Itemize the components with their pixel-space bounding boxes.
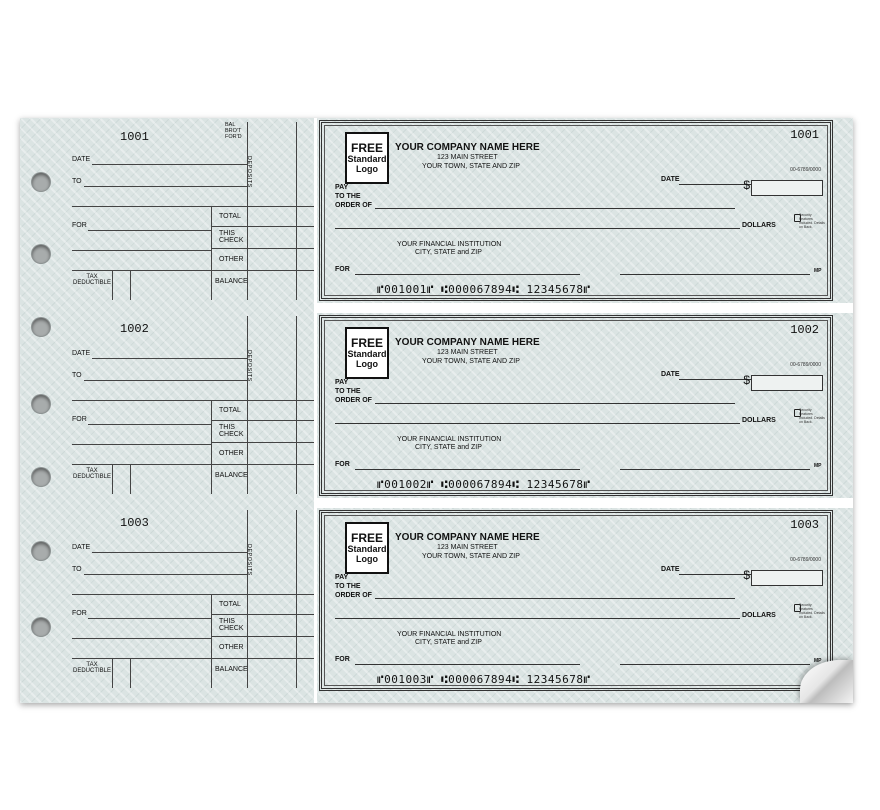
stub-line [72,250,211,251]
check-stub [20,312,314,506]
security-note: Security Features Included. Details on Back. [799,213,825,229]
dollars-label: DOLLARS [742,417,776,424]
written-amount-line [335,423,740,424]
stub-this-check-label: THIS CHECK [219,618,244,632]
stub-to-line [84,380,247,381]
date-label: DATE [661,371,680,378]
stub-balance-label: BALANCE [215,666,248,673]
stub-to-line [84,574,247,575]
check-number: 1001 [790,128,819,142]
logo-placeholder [345,522,389,574]
logo-placeholder [345,132,389,184]
stub-line [247,400,314,401]
payee-line [375,208,735,209]
security-note: Security Features Included. Details on Back. [799,408,825,424]
stub-date-label: DATE [72,350,91,357]
check-number: 1002 [790,323,819,337]
stub-line [247,594,314,595]
stub-line [72,400,247,401]
memo-label: FOR [335,656,350,663]
memo-label: FOR [335,266,350,273]
stub-bal-brot-fwd: BAL BRO'T FOR'D [225,122,242,140]
amount-box [751,570,823,586]
company-name: YOUR COMPANY NAME HERE [395,142,540,153]
pay-to-the-label: TO THE [335,583,361,590]
stub-to-line [84,186,247,187]
stub-vline [112,270,113,300]
stub-total-label: TOTAL [219,601,241,608]
order-of-label: ORDER OF [335,592,372,599]
stub-tax-label: TAX DEDUCTIBLE [72,662,111,674]
company-street: 123 MAIN STREET [437,349,498,356]
stub-line [72,206,247,207]
stub-tax-label: TAX DEDUCTIBLE [72,468,111,480]
mp-label: MP [814,463,822,469]
date-label: DATE [661,566,680,573]
stub-for-label: FOR [72,416,87,423]
pay-label: PAY [335,379,349,386]
company-city: YOUR TOWN, STATE AND ZIP [422,553,520,560]
stub-date-line [92,164,247,165]
stub-line [211,226,314,227]
stub-to-label: TO [72,372,82,379]
micr-line: ⑈001003⑈ ⑆000067894⑆ 12345678⑈ [377,673,591,686]
stub-line [88,618,211,619]
company-name: YOUR COMPANY NAME HERE [395,532,540,543]
bank-city: CITY, STATE and ZIP [415,249,482,256]
stub-vline [112,464,113,494]
stub-this-check-label: THIS CHECK [219,230,244,244]
dollars-label: DOLLARS [742,612,776,619]
pay-label: PAY [335,184,349,191]
stub-line [211,614,314,615]
payee-line [375,598,735,599]
stub-line [211,636,314,637]
stub-vline [296,316,297,494]
stub-for-label: FOR [72,222,87,229]
perforation [317,498,853,508]
logo-text: Standard Logo [347,544,387,564]
pay-to-the-label: TO THE [335,193,361,200]
stub-line [72,464,314,465]
check [317,118,835,303]
stub-total-label: TOTAL [219,407,241,414]
check-number: 1003 [790,518,819,532]
logo-free-text: FREE [350,531,383,545]
perforation [317,303,853,313]
bank-city: CITY, STATE and ZIP [415,444,482,451]
stub-this-check-label: THIS CHECK [219,424,244,438]
payee-line [375,403,735,404]
signature-line [620,664,810,665]
stub-deposits-label: DEPOSITS [246,156,252,188]
logo-text: Standard Logo [347,154,387,174]
routing-fraction: 00-6789/0000 [790,557,821,563]
written-amount-line [335,228,740,229]
routing-fraction: 00-6789/0000 [790,167,821,173]
stub-vline [247,510,248,688]
company-street: 123 MAIN STREET [437,544,498,551]
stub-vline [247,316,248,494]
stub-deposits-label: DEPOSITS [246,350,252,382]
bank-city: CITY, STATE and ZIP [415,639,482,646]
stub-balance-label: BALANCE [215,472,248,479]
bank-name: YOUR FINANCIAL INSTITUTION [397,241,502,248]
order-of-label: ORDER OF [335,202,372,209]
check-stub [20,506,314,700]
stub-line [211,420,314,421]
stub-balance-label: BALANCE [215,278,248,285]
micr-line: ⑈001001⑈ ⑆000067894⑆ 12345678⑈ [377,283,591,296]
stub-line [72,594,247,595]
stub-line [72,638,211,639]
stub-vline [130,464,131,494]
stub-to-label: TO [72,566,82,573]
company-street: 123 MAIN STREET [437,154,498,161]
pay-to-the-label: TO THE [335,388,361,395]
stub-line [88,424,211,425]
dollar-sign: $ [743,178,750,192]
stub-vline [296,510,297,688]
pay-label: PAY [335,574,349,581]
memo-line [355,274,580,275]
bank-name: YOUR FINANCIAL INSTITUTION [397,436,502,443]
micr-line: ⑈001002⑈ ⑆000067894⑆ 12345678⑈ [377,478,591,491]
written-amount-line [335,618,740,619]
stub-vline [211,594,212,688]
stub-vline [296,122,297,300]
stub-deposits-label: DEPOSITS [246,544,252,576]
check-stub [20,118,314,312]
stub-date-label: DATE [72,156,91,163]
logo-free-text: FREE [350,141,383,155]
stub-line [211,248,314,249]
stub-total-label: TOTAL [219,213,241,220]
stub-other-label: OTHER [219,644,244,651]
amount-box [751,180,823,196]
memo-label: FOR [335,461,350,468]
stub-other-label: OTHER [219,450,244,457]
stub-vline [211,400,212,494]
order-of-label: ORDER OF [335,397,372,404]
stub-line [72,444,211,445]
stub-date-label: DATE [72,544,91,551]
mp-label: MP [814,658,822,664]
routing-fraction: 00-6789/0000 [790,362,821,368]
security-note: Security Features Included. Details on Back. [799,603,825,619]
dollar-sign: $ [743,373,750,387]
stub-other-label: OTHER [219,256,244,263]
memo-line [355,664,580,665]
check [317,313,835,498]
signature-line [620,274,810,275]
logo-free-text: FREE [350,336,383,350]
check [317,508,835,693]
amount-box [751,375,823,391]
company-city: YOUR TOWN, STATE AND ZIP [422,163,520,170]
dollar-sign: $ [743,568,750,582]
dollars-label: DOLLARS [742,222,776,229]
stub-line [247,206,314,207]
stub-number: 1002 [120,322,149,336]
stub-vline [130,658,131,688]
stub-line [88,230,211,231]
stub-to-label: TO [72,178,82,185]
bank-name: YOUR FINANCIAL INSTITUTION [397,631,502,638]
stub-line [72,270,314,271]
stub-line [211,442,314,443]
logo-text: Standard Logo [347,349,387,369]
stub-for-label: FOR [72,610,87,617]
stub-number: 1003 [120,516,149,530]
stub-date-line [92,358,247,359]
stub-vline [112,658,113,688]
check-sheet [20,118,853,703]
stub-vline [211,206,212,300]
company-city: YOUR TOWN, STATE AND ZIP [422,358,520,365]
logo-placeholder [345,327,389,379]
date-label: DATE [661,176,680,183]
stub-vline [130,270,131,300]
memo-line [355,469,580,470]
stub-number: 1001 [120,130,149,144]
stub-tax-label: TAX DEDUCTIBLE [72,274,111,286]
signature-line [620,469,810,470]
mp-label: MP [814,268,822,274]
stub-vline [247,122,248,300]
company-name: YOUR COMPANY NAME HERE [395,337,540,348]
stub-line [72,658,314,659]
stub-date-line [92,552,247,553]
